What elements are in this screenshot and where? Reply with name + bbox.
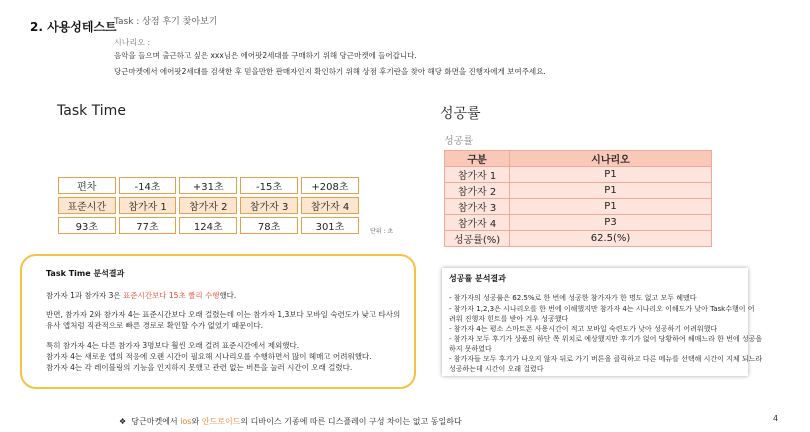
table-cell: 참가자 1 [119, 197, 177, 214]
unit-label: 단위 : 초 [370, 228, 394, 235]
table-cell: P3 [510, 215, 712, 231]
table-cell: 참가자 4 [445, 215, 510, 231]
analysis-text: 했다. [219, 291, 237, 300]
task-analysis-line [46, 290, 236, 301]
table-cell: 참가자 4 [301, 197, 359, 214]
table-row [58, 217, 359, 234]
task-label: Task : 상점 후기 찾아보기 [114, 17, 218, 27]
table-row [58, 197, 359, 214]
task-analysis-line: 유사 앱처럼 직관적으로 빠른 경로로 확인할 수가 없었기 때문이다. [46, 321, 264, 330]
table-cell: 참가자 3 [445, 199, 510, 215]
table-header-row [445, 151, 712, 167]
task-analysis-line: 특히 참가자 4는 다른 참가자 3명보다 훨씬 오래 걸려 표준시간에서 제외했다. [46, 341, 300, 350]
footer-ios: ios [180, 417, 192, 426]
table-cell: 77초 [119, 217, 177, 234]
table-row [445, 167, 712, 183]
table-cell: 참가자 1 [445, 167, 510, 183]
success-analysis-line: - 참가자 모두 후기가 상품의 하단 쪽 위치로 예상했지만 후기가 없어 당황하여 헤매느라 한 번에 성공을 [449, 335, 763, 343]
success-analysis-line: 려워 진행자 힌트를 받아 겨우 성공했다 [449, 315, 569, 323]
table-cell: 참가자 2 [445, 183, 510, 199]
task-analysis-line: 참가자 4는 각 레이블링의 기능을 인지하지 못했고 관련 없는 버튼을 눌러 시간이 오래 걸렸다. [46, 363, 353, 372]
footer-android: 안드로이드 [201, 417, 241, 426]
success-analysis-line: - 참가자의 성공률은 62.5%로 한 번에 성공한 참가자가 한 명도 없고 모두 헤맸다 [449, 294, 697, 302]
success-heading: 성공률 [440, 106, 481, 122]
page-number: 4 [773, 414, 779, 423]
task-time-heading: Task Time [57, 103, 126, 119]
table-row [445, 231, 712, 247]
task-analysis-line: 참가자 4는 새로운 앱의 적응에 오랜 시간이 필요해 시나리오를 수행하면서 많이 헤매고 어려워했다. [46, 352, 372, 361]
success-analysis-line: - 참가자 1,2,3은 시나리오를 한 번에 이해했지만 참가자 4는 시나리오 이해도가 낮아 Task수행이 어 [449, 305, 755, 313]
highlight-text: 표준시간보다 15초 빨리 수행 [123, 291, 220, 300]
table-row [445, 199, 712, 215]
task-analysis-line: 반면, 참가자 2와 참가자 4는 표준시간보다 오래 걸렸는데 이는 참가자 1,3보다 모바일 숙련도가 낮고 타사의 [46, 310, 401, 319]
table-row [445, 215, 712, 231]
success-table [444, 150, 712, 247]
success-analysis-line: 하지 못하였다 [449, 345, 492, 353]
table-header-cell: 시나리오 [510, 151, 712, 167]
table-cell: 참가자 2 [179, 197, 237, 214]
table-cell: 참가자 3 [240, 197, 298, 214]
scenario-label: 시나리오 : [114, 38, 151, 47]
section-title: 2. 사용성테스트 [30, 20, 117, 34]
table-cell: 표준시간 [58, 197, 116, 214]
table-cell: 62.5(%) [510, 231, 712, 247]
scenario-line: 음악을 들으며 출근하고 싶은 xxx님은 에어팟2세대를 구매하기 위해 당근마켓에 들어갑니다. [114, 51, 417, 60]
table-cell: 성공률(%) [445, 231, 510, 247]
table-cell: 124초 [179, 217, 237, 234]
task-time-table [55, 174, 362, 237]
footer-text: 의 디바이스 기종에 따른 디스플레이 구성 차이는 없고 동일하다 [240, 417, 462, 426]
footer-text: 와 [191, 417, 202, 426]
table-cell: P1 [510, 183, 712, 199]
task-analysis-title: Task Time 분석결과 [46, 269, 125, 278]
success-analysis-line: - 참가자들 모두 후기가 나오지 않자 뒤로 가기 버튼을 클릭하고 다른 메뉴를 선택해 시간이 지체 되느라 [449, 355, 763, 363]
table-row [445, 183, 712, 199]
footer-note [119, 416, 462, 427]
table-cell: 93초 [58, 217, 116, 234]
success-subheading: 성공률 [444, 136, 473, 147]
bullet-icon: ❖ [119, 417, 127, 426]
success-analysis-line: - 참가자 4는 평소 스마트폰 사용시간이 적고 모바일 숙련도가 낮아 성공하기 어려워했다 [449, 325, 718, 333]
table-row [58, 177, 359, 194]
table-header-cell: 구분 [445, 151, 510, 167]
footer-text: 당근마켓에서 [131, 417, 181, 426]
scenario-line: 당근마켓에서 에어팟2세대를 검색한 후 믿을만한 판매자인지 확인하기 위해 상점 후기란을 찾아 해당 화면을 진행자에게 보여주세요. [114, 67, 546, 76]
success-analysis-line: 성공하는데 시간이 오래 걸렸다 [449, 365, 544, 373]
table-cell: -14초 [119, 177, 177, 194]
table-cell: 편차 [58, 177, 116, 194]
table-cell: 78초 [240, 217, 298, 234]
table-cell: +208초 [301, 177, 359, 194]
table-cell: -15초 [240, 177, 298, 194]
table-cell: P1 [510, 167, 712, 183]
table-cell: +31초 [179, 177, 237, 194]
table-cell: 301초 [301, 217, 359, 234]
analysis-text: 참가자 1과 참가자 3은 [46, 291, 124, 300]
success-analysis-title: 성공률 분석결과 [449, 274, 506, 283]
table-cell: P1 [510, 199, 712, 215]
